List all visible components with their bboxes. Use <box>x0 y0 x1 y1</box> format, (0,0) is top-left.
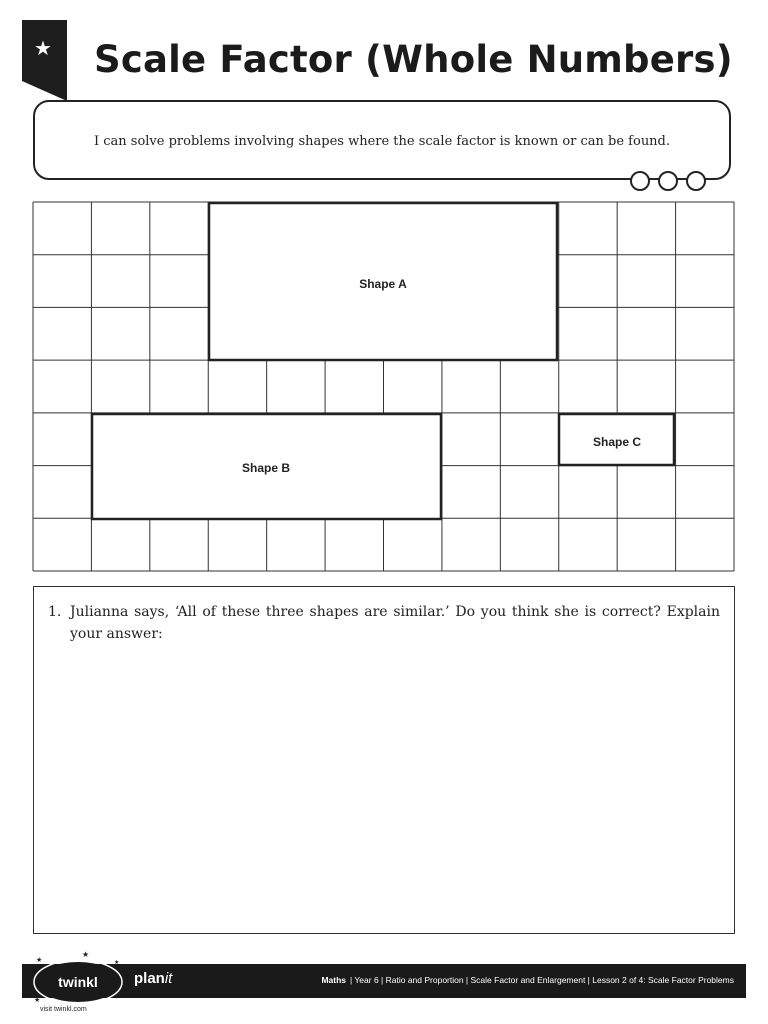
shape-a-label: Shape A <box>359 277 407 291</box>
question-number: 1. <box>48 604 62 620</box>
footer-info <box>321 975 734 985</box>
question-box <box>33 586 735 934</box>
question-text: Julianna says, ‘All of these three shapes are similar.’ Do you think she is correct? Explain your answer: <box>70 604 720 642</box>
logo-text: twinkl <box>58 974 98 990</box>
footer-bar <box>22 964 746 998</box>
page-title: Scale Factor (Whole Numbers) <box>94 38 733 81</box>
twinkl-logo <box>32 950 124 1006</box>
star-icon: ★ <box>34 36 52 60</box>
planit-logo <box>134 970 172 987</box>
shape-b-label: Shape B <box>241 461 291 475</box>
logo-star-icon: ★ <box>82 950 90 959</box>
footer-subject: Maths <box>321 975 346 985</box>
visit-link[interactable]: visit twinkl.com <box>40 1006 87 1013</box>
shape-c-label: Shape C <box>592 435 642 449</box>
question-1 <box>48 601 720 645</box>
footer-details: | Year 6 | Ratio and Proportion | Scale Factor and Enlargement | Lesson 2 of 4: Scale Factor Problems <box>350 975 734 985</box>
logo-star-icon: ★ <box>114 959 120 966</box>
planit-plan: plan <box>134 970 165 987</box>
objective-text: I can solve problems involving shapes where the scale factor is known or can be found. <box>93 134 671 149</box>
logo-star-icon: ★ <box>36 956 43 964</box>
logo-star-icon: ★ <box>34 996 41 1004</box>
planit-it: it <box>164 970 173 987</box>
